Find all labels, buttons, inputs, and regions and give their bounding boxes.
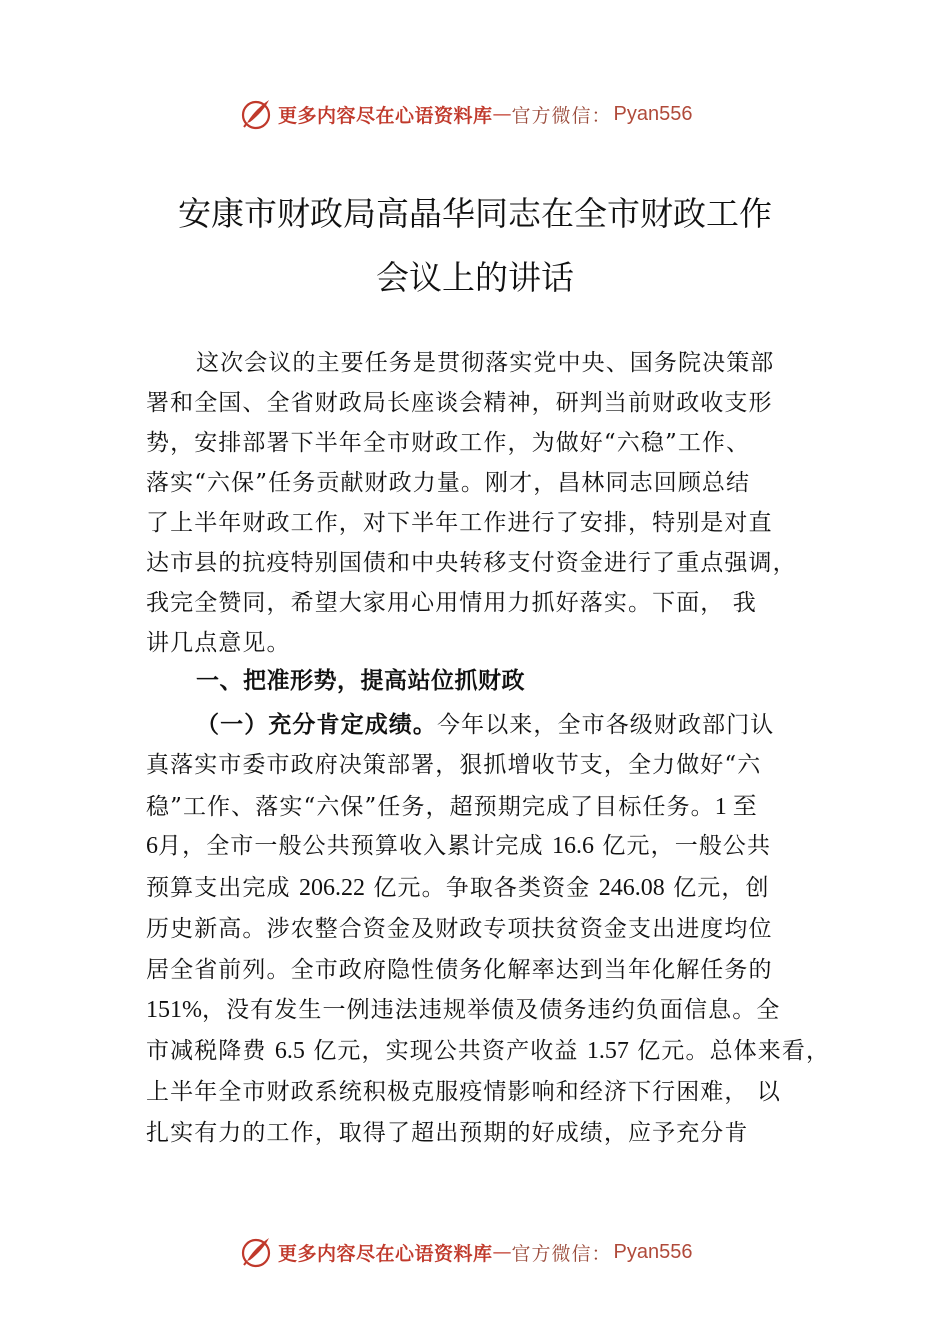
watermark-dash: — [492, 103, 512, 125]
section-line [146, 786, 757, 821]
sub-heading: （一）充分肯定成绩。 [196, 712, 437, 738]
watermark-label: 官方微信： [511, 104, 612, 127]
figure-tax-cut: 6.5 [274, 1038, 305, 1064]
document-title-line1: 安康市财政局高晶华同志在全市财政工作 [178, 194, 772, 233]
section-text: 亿元。总体来看， [628, 1038, 831, 1064]
section-line [146, 1032, 830, 1065]
intro-line: 讲几点意见。 [146, 630, 291, 656]
section-heading: 一、把准形势，提高站位抓财政 [196, 668, 525, 694]
section-text: 亿元，创 [664, 875, 770, 901]
watermark-site: 更多内容尽在心语资料库 [278, 104, 493, 127]
section-line: 真落实市委市政府决策部署，狠抓增收节支，全力做好“六 [146, 752, 762, 778]
section-text: 市减税降费 [146, 1038, 275, 1064]
intro-line: 了上半年财政工作，对下半年工作进行了安排，特别是对直 [146, 510, 773, 536]
watermark-banner-top[interactable] [238, 94, 738, 134]
figure-asset-income: 1.57 [586, 1038, 629, 1064]
intro-line: 落实“六保”任务贡献财政力量。刚才，昌林同志回顾总结 [146, 470, 751, 496]
section-text: 预算支出完成 [146, 875, 300, 901]
figure-debt-rate: 151% [146, 997, 202, 1023]
watermark-id: Pyan556 [613, 102, 693, 125]
section-line: 扎实有力的工作，取得了超出预期的好成绩，应予充分肯 [146, 1120, 749, 1146]
intro-line: 势，安排部署下半年全市财政工作，为做好“六稳”工作、 [146, 430, 751, 456]
document-title-line2: 会议上的讲话 [376, 258, 574, 297]
section-text: 今年以来，全市各级财政部门认 [437, 712, 775, 738]
quill-pen-logo-icon [238, 1234, 274, 1270]
figure-expenditure: 206.22 [299, 875, 366, 901]
section-line [196, 706, 774, 739]
quill-pen-logo-icon [238, 96, 274, 132]
intro-line: 我完全赞同，希望大家用心用情用力抓好落实。下面， 我 [146, 590, 757, 616]
section-line [146, 827, 771, 860]
figure-funds: 246.08 [598, 875, 665, 901]
section-text: ，没有发生一例违法违规举债及债务违约负面信息。全 [202, 997, 781, 1023]
figure-month-start: 1 至 [714, 794, 757, 820]
section-line: 历史新高。涉农整合资金及财政专项扶贫资金支出进度均位 [146, 916, 773, 942]
section-line [146, 869, 770, 902]
watermark-dash: — [492, 1241, 512, 1263]
watermark-site: 更多内容尽在心语资料库 [278, 1242, 493, 1265]
section-text: 亿元，实现公共资产收益 [304, 1038, 587, 1064]
watermark-label: 官方微信： [511, 1242, 612, 1265]
section-line [146, 991, 780, 1024]
section-text: 亿元，一般公共 [594, 833, 772, 859]
section-text: 稳”工作、落实“六保”任务，超预期完成了目标任务。 [146, 794, 715, 820]
section-line: 居全省前列。全市政府隐性债务化解率达到当年化解任务的 [146, 957, 773, 983]
watermark-banner-bottom[interactable] [238, 1232, 738, 1272]
watermark-id: Pyan556 [613, 1240, 693, 1263]
intro-line: 这次会议的主要任务是贯彻落实党中央、国务院决策部 [196, 350, 775, 376]
intro-line: 署和全国、全省财政局长座谈会精神，研判当前财政收支形 [146, 390, 773, 416]
figure-revenue: 16.6 [552, 833, 595, 859]
intro-line: 达市县的抗疫特别国债和中央转移支付资金进行了重点强调， [146, 550, 797, 576]
section-text: 月，全市一般公共预算收入累计完成 [158, 833, 553, 859]
figure-month-end: 6 [146, 833, 158, 859]
section-text: 亿元。争取各类资金 [365, 875, 599, 901]
section-line: 上半年全市财政系统积极克服疫情影响和经济下行困难， 以 [146, 1079, 782, 1105]
